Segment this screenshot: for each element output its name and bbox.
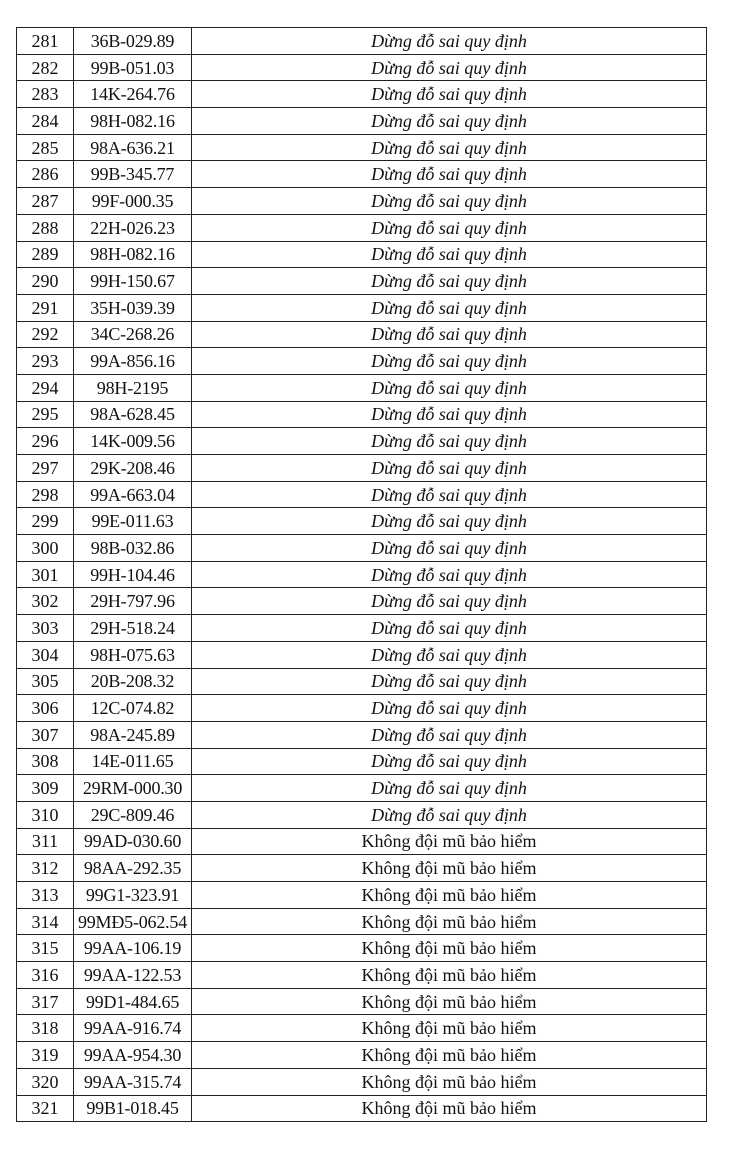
violation-cell: Không đội mũ bảo hiểm xyxy=(192,962,707,989)
license-plate-cell: 35H-039.39 xyxy=(74,294,192,321)
table-row xyxy=(17,615,707,642)
table-row xyxy=(17,54,707,81)
table-row xyxy=(17,1015,707,1042)
row-number-cell: 319 xyxy=(17,1042,74,1069)
license-plate-cell: 99E-011.63 xyxy=(74,508,192,535)
table-row xyxy=(17,721,707,748)
violation-cell: Dừng đỗ sai quy định xyxy=(192,28,707,55)
violation-cell: Dừng đỗ sai quy định xyxy=(192,721,707,748)
table-row xyxy=(17,214,707,241)
row-number-cell: 292 xyxy=(17,321,74,348)
license-plate-cell: 14E-011.65 xyxy=(74,748,192,775)
license-plate-cell: 99H-104.46 xyxy=(74,561,192,588)
table-row xyxy=(17,294,707,321)
row-number-cell: 310 xyxy=(17,801,74,828)
row-number-cell: 282 xyxy=(17,54,74,81)
row-number-cell: 287 xyxy=(17,188,74,215)
table-row xyxy=(17,268,707,295)
row-number-cell: 314 xyxy=(17,908,74,935)
violation-cell: Không đội mũ bảo hiểm xyxy=(192,935,707,962)
license-plate-cell: 98A-245.89 xyxy=(74,721,192,748)
violation-cell: Dừng đỗ sai quy định xyxy=(192,321,707,348)
table-row xyxy=(17,775,707,802)
row-number-cell: 293 xyxy=(17,348,74,375)
violation-cell: Dừng đỗ sai quy định xyxy=(192,455,707,482)
table-row xyxy=(17,1042,707,1069)
table-row xyxy=(17,695,707,722)
table-row xyxy=(17,535,707,562)
row-number-cell: 289 xyxy=(17,241,74,268)
violation-cell: Dừng đỗ sai quy định xyxy=(192,748,707,775)
row-number-cell: 297 xyxy=(17,455,74,482)
violation-cell: Dừng đỗ sai quy định xyxy=(192,401,707,428)
violation-cell: Không đội mũ bảo hiểm xyxy=(192,855,707,882)
table-row xyxy=(17,241,707,268)
row-number-cell: 290 xyxy=(17,268,74,295)
row-number-cell: 286 xyxy=(17,161,74,188)
table-row xyxy=(17,828,707,855)
table-row xyxy=(17,348,707,375)
row-number-cell: 309 xyxy=(17,775,74,802)
table-row xyxy=(17,641,707,668)
violation-cell: Dừng đỗ sai quy định xyxy=(192,801,707,828)
row-number-cell: 305 xyxy=(17,668,74,695)
table-row xyxy=(17,668,707,695)
license-plate-cell: 99AA-916.74 xyxy=(74,1015,192,1042)
table-row xyxy=(17,134,707,161)
violation-cell: Không đội mũ bảo hiểm xyxy=(192,828,707,855)
license-plate-cell: 98B-032.86 xyxy=(74,535,192,562)
license-plate-cell: 99A-663.04 xyxy=(74,481,192,508)
violation-cell: Dừng đỗ sai quy định xyxy=(192,348,707,375)
row-number-cell: 306 xyxy=(17,695,74,722)
license-plate-cell: 98H-075.63 xyxy=(74,641,192,668)
table-row xyxy=(17,455,707,482)
license-plate-cell: 98H-082.16 xyxy=(74,241,192,268)
row-number-cell: 303 xyxy=(17,615,74,642)
license-plate-cell: 29H-797.96 xyxy=(74,588,192,615)
table-row xyxy=(17,801,707,828)
table-row xyxy=(17,481,707,508)
license-plate-cell: 36B-029.89 xyxy=(74,28,192,55)
license-plate-cell: 14K-009.56 xyxy=(74,428,192,455)
license-plate-cell: 29K-208.46 xyxy=(74,455,192,482)
row-number-cell: 313 xyxy=(17,882,74,909)
violation-cell: Dừng đỗ sai quy định xyxy=(192,214,707,241)
violation-cell: Dừng đỗ sai quy định xyxy=(192,161,707,188)
row-number-cell: 281 xyxy=(17,28,74,55)
license-plate-cell: 20B-208.32 xyxy=(74,668,192,695)
license-plate-cell: 22H-026.23 xyxy=(74,214,192,241)
row-number-cell: 298 xyxy=(17,481,74,508)
row-number-cell: 304 xyxy=(17,641,74,668)
row-number-cell: 295 xyxy=(17,401,74,428)
license-plate-cell: 99B-051.03 xyxy=(74,54,192,81)
license-plate-cell: 99F-000.35 xyxy=(74,188,192,215)
table-row xyxy=(17,1095,707,1122)
violation-cell: Dừng đỗ sai quy định xyxy=(192,615,707,642)
license-plate-cell: 98AA-292.35 xyxy=(74,855,192,882)
row-number-cell: 315 xyxy=(17,935,74,962)
row-number-cell: 311 xyxy=(17,828,74,855)
violations-table-body xyxy=(17,28,707,1122)
violations-table xyxy=(16,27,707,1122)
table-row xyxy=(17,81,707,108)
violation-cell: Dừng đỗ sai quy định xyxy=(192,695,707,722)
violation-cell: Dừng đỗ sai quy định xyxy=(192,54,707,81)
row-number-cell: 316 xyxy=(17,962,74,989)
license-plate-cell: 98A-636.21 xyxy=(74,134,192,161)
row-number-cell: 320 xyxy=(17,1068,74,1095)
license-plate-cell: 99AA-122.53 xyxy=(74,962,192,989)
license-plate-cell: 99D1-484.65 xyxy=(74,988,192,1015)
violation-cell: Dừng đỗ sai quy định xyxy=(192,561,707,588)
row-number-cell: 308 xyxy=(17,748,74,775)
license-plate-cell: 29RM-000.30 xyxy=(74,775,192,802)
license-plate-cell: 99AD-030.60 xyxy=(74,828,192,855)
table-row xyxy=(17,374,707,401)
table-row xyxy=(17,988,707,1015)
license-plate-cell: 29H-518.24 xyxy=(74,615,192,642)
row-number-cell: 302 xyxy=(17,588,74,615)
violation-cell: Dừng đỗ sai quy định xyxy=(192,668,707,695)
table-row xyxy=(17,108,707,135)
license-plate-cell: 99AA-954.30 xyxy=(74,1042,192,1069)
violation-cell: Dừng đỗ sai quy định xyxy=(192,641,707,668)
license-plate-cell: 12C-074.82 xyxy=(74,695,192,722)
row-number-cell: 301 xyxy=(17,561,74,588)
row-number-cell: 321 xyxy=(17,1095,74,1122)
row-number-cell: 294 xyxy=(17,374,74,401)
license-plate-cell: 29C-809.46 xyxy=(74,801,192,828)
table-row xyxy=(17,1068,707,1095)
license-plate-cell: 98A-628.45 xyxy=(74,401,192,428)
row-number-cell: 285 xyxy=(17,134,74,161)
license-plate-cell: 99H-150.67 xyxy=(74,268,192,295)
violation-cell: Không đội mũ bảo hiểm xyxy=(192,1095,707,1122)
violation-cell: Dừng đỗ sai quy định xyxy=(192,481,707,508)
row-number-cell: 317 xyxy=(17,988,74,1015)
violation-cell: Dừng đỗ sai quy định xyxy=(192,428,707,455)
violation-cell: Dừng đỗ sai quy định xyxy=(192,535,707,562)
violation-cell: Không đội mũ bảo hiểm xyxy=(192,908,707,935)
violation-cell: Dừng đỗ sai quy định xyxy=(192,775,707,802)
violation-cell: Không đội mũ bảo hiểm xyxy=(192,988,707,1015)
row-number-cell: 291 xyxy=(17,294,74,321)
license-plate-cell: 99AA-315.74 xyxy=(74,1068,192,1095)
license-plate-cell: 99G1-323.91 xyxy=(74,882,192,909)
row-number-cell: 300 xyxy=(17,535,74,562)
violation-cell: Dừng đỗ sai quy định xyxy=(192,134,707,161)
violation-cell: Dừng đỗ sai quy định xyxy=(192,588,707,615)
table-row xyxy=(17,161,707,188)
violation-cell: Dừng đỗ sai quy định xyxy=(192,188,707,215)
license-plate-cell: 99B1-018.45 xyxy=(74,1095,192,1122)
table-row xyxy=(17,588,707,615)
license-plate-cell: 99B-345.77 xyxy=(74,161,192,188)
violation-cell: Dừng đỗ sai quy định xyxy=(192,508,707,535)
license-plate-cell: 98H-082.16 xyxy=(74,108,192,135)
license-plate-cell: 99MĐ5-062.54 xyxy=(74,908,192,935)
table-row xyxy=(17,748,707,775)
table-row xyxy=(17,428,707,455)
table-row xyxy=(17,962,707,989)
row-number-cell: 299 xyxy=(17,508,74,535)
violation-cell: Không đội mũ bảo hiểm xyxy=(192,1042,707,1069)
table-row xyxy=(17,321,707,348)
license-plate-cell: 99A-856.16 xyxy=(74,348,192,375)
license-plate-cell: 99AA-106.19 xyxy=(74,935,192,962)
table-row xyxy=(17,561,707,588)
table-row xyxy=(17,508,707,535)
violation-cell: Dừng đỗ sai quy định xyxy=(192,108,707,135)
violation-cell: Không đội mũ bảo hiểm xyxy=(192,1068,707,1095)
license-plate-cell: 98H-2195 xyxy=(74,374,192,401)
table-row xyxy=(17,28,707,55)
row-number-cell: 296 xyxy=(17,428,74,455)
row-number-cell: 307 xyxy=(17,721,74,748)
license-plate-cell: 14K-264.76 xyxy=(74,81,192,108)
violation-cell: Dừng đỗ sai quy định xyxy=(192,81,707,108)
row-number-cell: 312 xyxy=(17,855,74,882)
table-row xyxy=(17,935,707,962)
row-number-cell: 318 xyxy=(17,1015,74,1042)
row-number-cell: 288 xyxy=(17,214,74,241)
license-plate-cell: 34C-268.26 xyxy=(74,321,192,348)
table-row xyxy=(17,882,707,909)
table-row xyxy=(17,855,707,882)
violation-cell: Dừng đỗ sai quy định xyxy=(192,294,707,321)
table-row xyxy=(17,401,707,428)
violation-cell: Dừng đỗ sai quy định xyxy=(192,268,707,295)
table-row xyxy=(17,188,707,215)
violation-cell: Không đội mũ bảo hiểm xyxy=(192,1015,707,1042)
row-number-cell: 284 xyxy=(17,108,74,135)
violation-cell: Dừng đỗ sai quy định xyxy=(192,374,707,401)
violation-cell: Không đội mũ bảo hiểm xyxy=(192,882,707,909)
row-number-cell: 283 xyxy=(17,81,74,108)
table-row xyxy=(17,908,707,935)
violation-cell: Dừng đỗ sai quy định xyxy=(192,241,707,268)
